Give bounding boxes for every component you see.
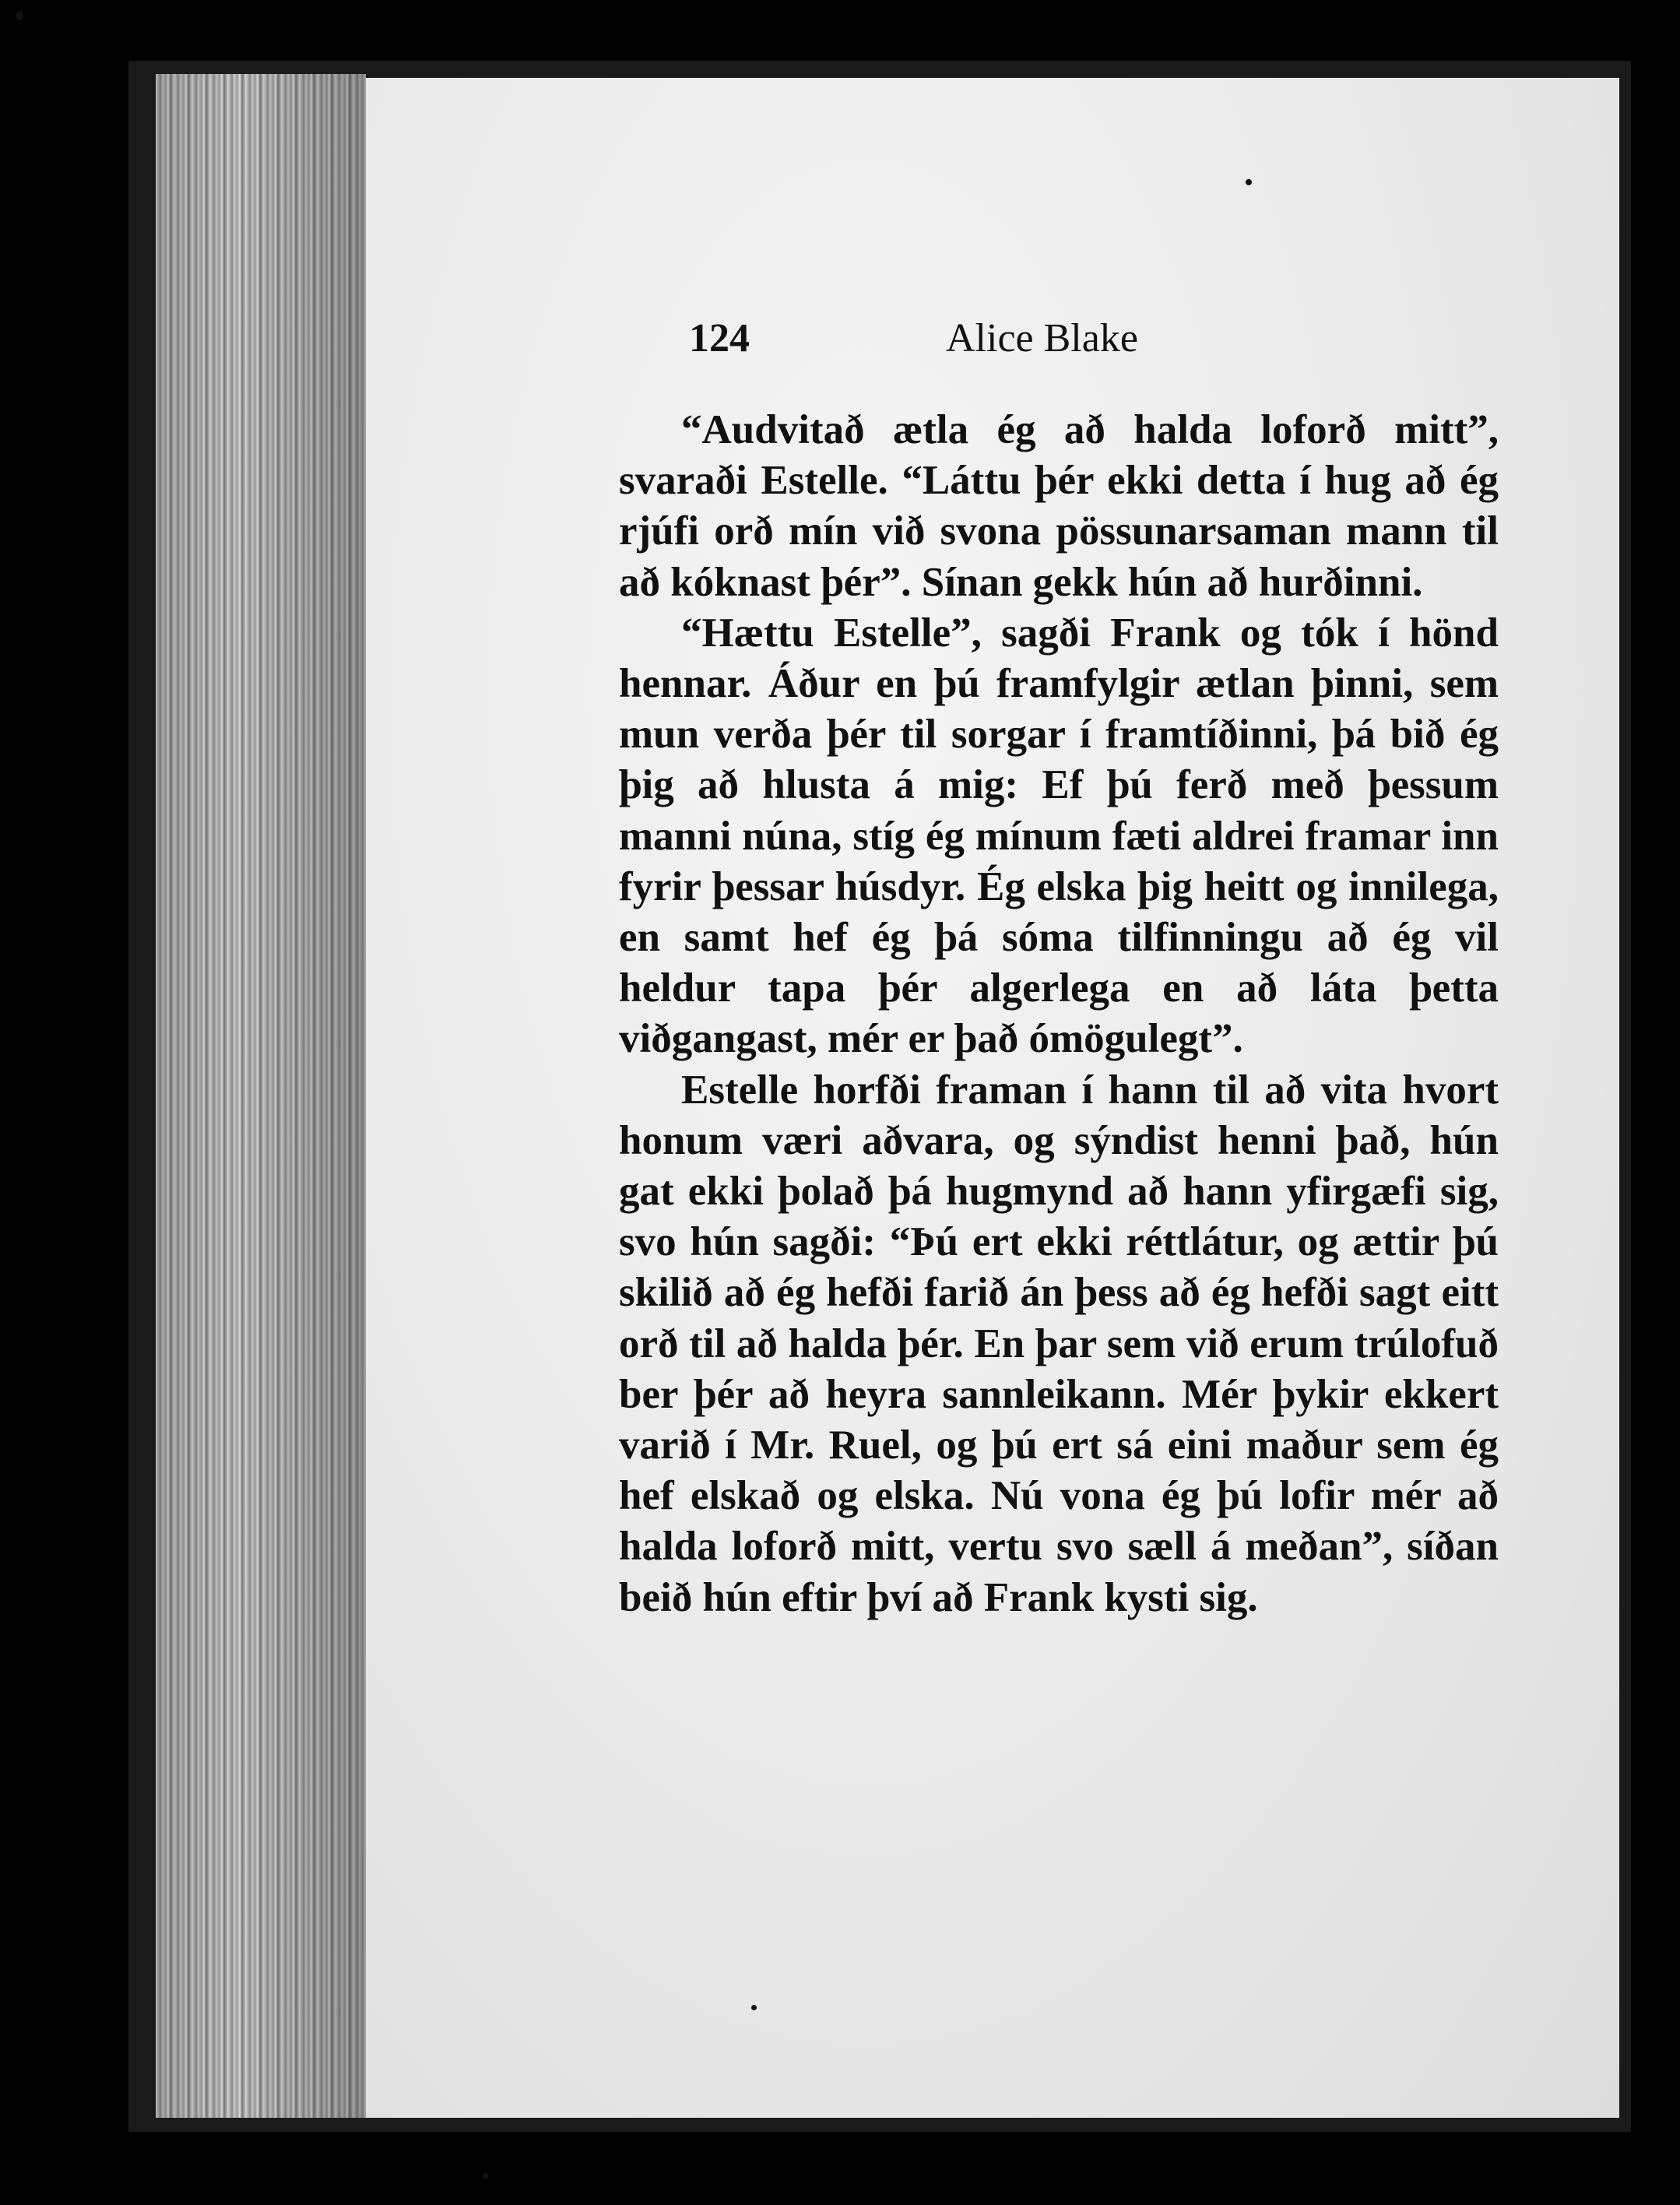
scan-speck (751, 2005, 757, 2010)
paragraph (619, 405, 1499, 608)
paragraph-text: “Audvitað ætla ég að halda loforð mitt”, svaraði Estelle. “Láttu þér ekki detta í hug að ég rjúfi orð mín við svona pössunarsaman mann til að kóknast þér”. Sínan gekk hún að hurðinni. (619, 407, 1499, 605)
page-header (689, 315, 1312, 378)
running-title: Alice Blake (946, 316, 1138, 360)
scan-speck (1246, 179, 1252, 185)
scan-speck (483, 2172, 488, 2179)
page-edges (156, 74, 366, 2118)
paragraph-text: “Hættu Estelle”, sagði Frank og tók í hönd hennar. Áður en þú framfylgir ætlan þinni, sem mun verða þér til sorgar í framtíðinni, þá bið ég þig að hlusta á mig: Ef þú ferð með þessum manni núna, stíg ég mínum fæti aldrei framar inn fyrir þessar húsdyr. Ég elska þig heitt og innilega, en samt hef ég þá sóma tilfinningu að ég vil heldur tapa þér algerlega en að láta þetta viðgangast, mér er það ómögulegt”. (619, 610, 1499, 1062)
paragraph (619, 1065, 1499, 1623)
page-number: 124 (689, 316, 750, 360)
scan-speck (16, 11, 23, 20)
paragraph-text: Estelle horfði framan í hann til að vita hvort honum væri aðvara, og sýndist henni það, hún gat ekki þolað þá hugmynd að hann yfirgæfi sig, svo hún sagði: “Þú ert ekki réttlátur, og ættir þú skilið að ég hefði farið án þess að ég hefði sagt eitt orð til að halda þér. En þar sem við erum trúlofuð ber þér að heyra sannleikann. Mér þykir ekkert varið í Mr. Ruel, og þú ert sá eini maður sem ég hef elskað og elska. Nú vona ég þú lofir mér að halda loforð mitt, vertu svo sæll á meðan”, síðan beið hún eftir því að Frank kysti sig. (619, 1067, 1499, 1620)
paragraph (619, 608, 1499, 1065)
body-text (619, 405, 1499, 1623)
